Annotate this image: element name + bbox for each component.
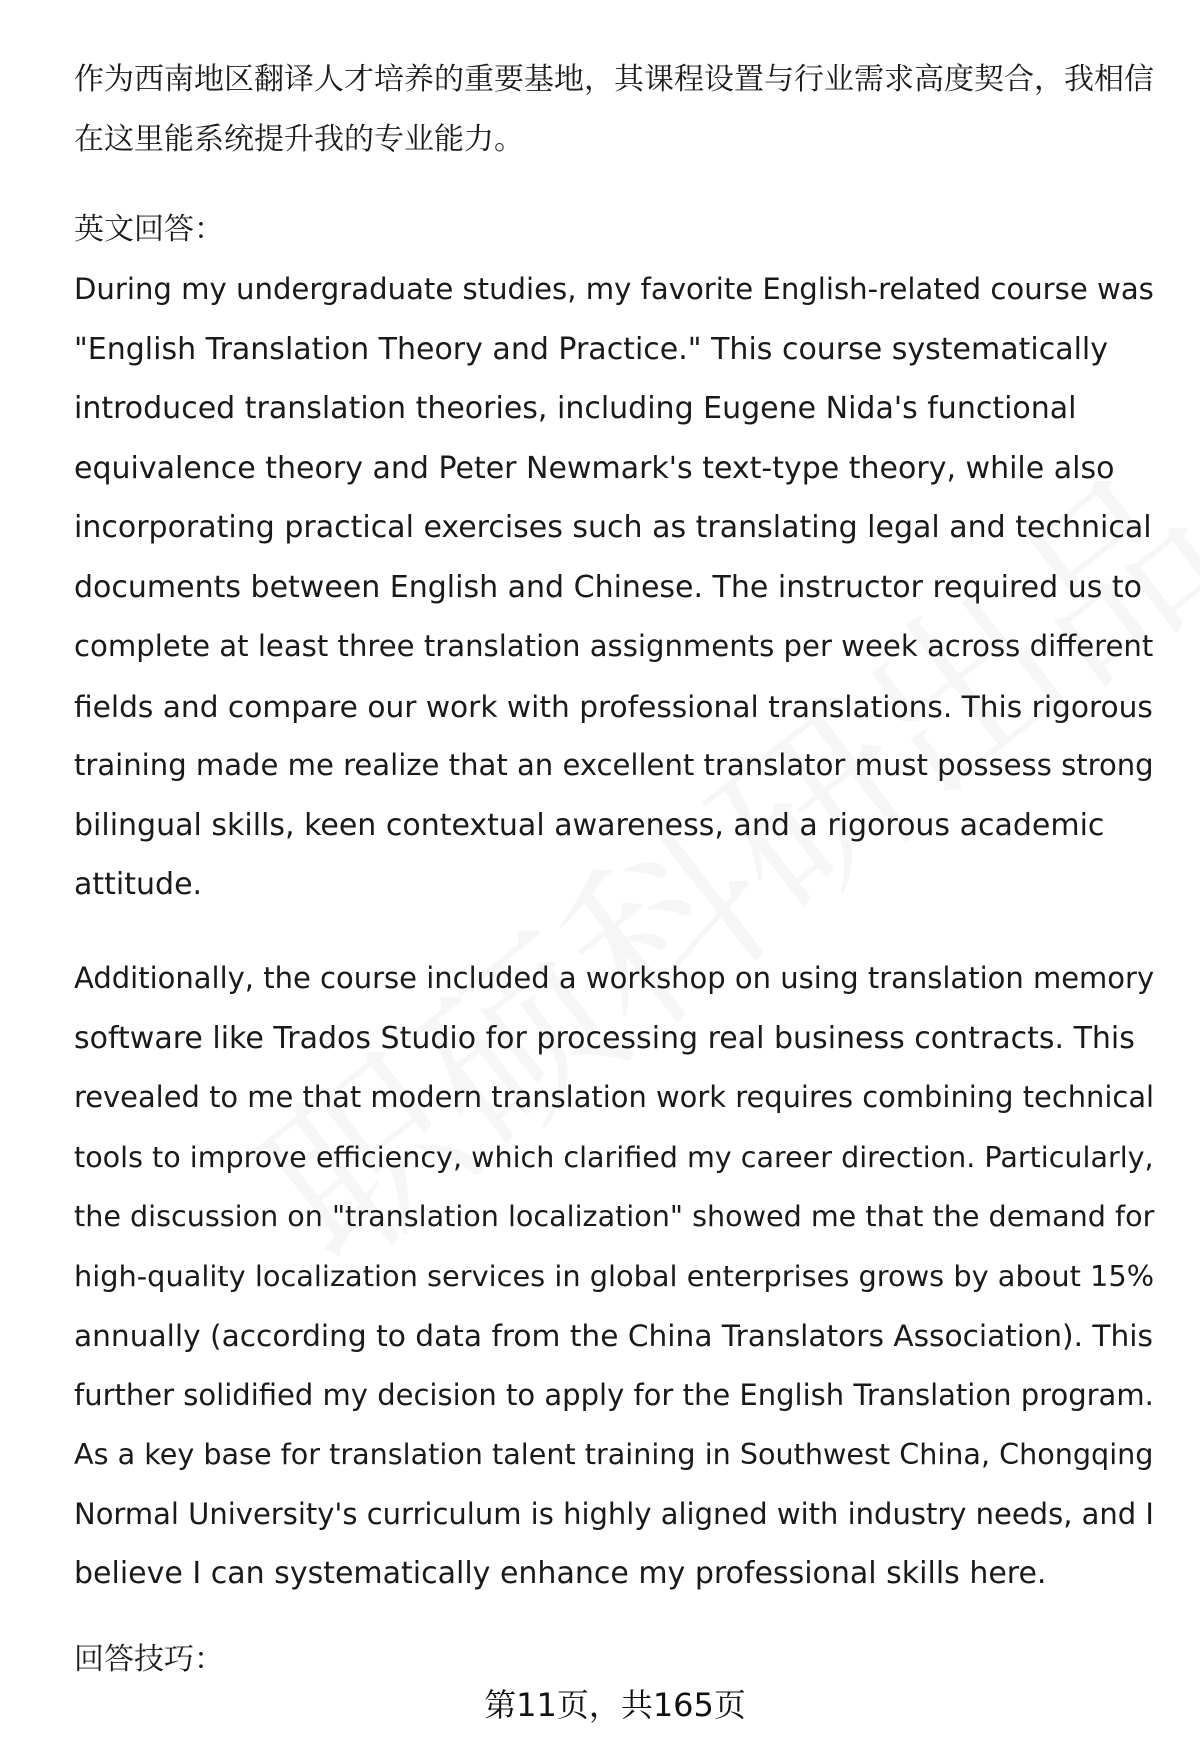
text-line: bilingual skills, keen contextual awareness, and a rigorous academic	[74, 807, 1105, 843]
heading-text: 回答技巧：	[74, 1642, 224, 1677]
text-line: the discussion on "translation localization" showed me that the demand for	[74, 1199, 1155, 1233]
answer-tips-heading	[74, 1630, 1154, 1690]
text-line: attitude.	[74, 867, 203, 902]
text-line: Normal University's curriculum is highly aligned with industry needs, and I	[74, 1496, 1154, 1531]
text-line: believe I can systematically enhance my professional skills here.	[74, 1556, 1047, 1591]
text-line: further solidified my decision to apply for the English Translation program.	[74, 1377, 1154, 1412]
text-line: annually (according to data from the China Translators Association). This	[74, 1318, 1153, 1353]
intro-paragraph	[74, 50, 1154, 169]
text-line: high-quality localization services in global enterprises grows by about 15%	[74, 1258, 1155, 1293]
text-line: Additionally, the course included a workshop on using translation memory	[74, 961, 1155, 995]
text-line: complete at least three translation assignments per week across different	[74, 629, 1154, 663]
page-number: 第11页，共165页	[484, 1686, 746, 1724]
text-line: tools to improve efficiency, which clarified my career direction. Particularly,	[74, 1139, 1154, 1174]
text-line: software like Trados Studio for processing real business contracts. This	[74, 1020, 1135, 1056]
text-line: As a key base for translation talent training in Southwest China, Chongqing	[74, 1437, 1154, 1471]
text-line: fields and compare our work with professional translations. This rigorous	[74, 688, 1153, 724]
text-line: 在这里能系统提升我的专业能力。	[74, 121, 524, 157]
heading-text: 英文回答：	[74, 212, 224, 247]
text-line: "English Translation Theory and Practice." This course systematically	[74, 331, 1109, 367]
text-line: introduced translation theories, including Eugene Nida's functional	[74, 391, 1077, 426]
answer-paragraph-2	[74, 949, 1154, 1604]
text-line: During my undergraduate studies, my favorite English-related course was	[74, 272, 1154, 306]
text-line: 作为西南地区翻译人才培养的重要基地，其课程设置与行业需求高度契合，我相信	[74, 62, 1154, 97]
text-line: documents between English and Chinese. The instructor required us to	[74, 569, 1142, 605]
text-line: training made me realize that an excellent translator must possess strong	[74, 748, 1154, 782]
text-line: incorporating practical exercises such as translating legal and technical	[74, 510, 1152, 545]
answer-paragraph-1	[74, 260, 1154, 915]
english-answer-heading	[74, 200, 1154, 260]
text-line: equivalence theory and Peter Newmark's text-type theory, while also	[74, 450, 1115, 486]
text-line: revealed to me that modern translation work requires combining technical	[74, 1080, 1155, 1114]
